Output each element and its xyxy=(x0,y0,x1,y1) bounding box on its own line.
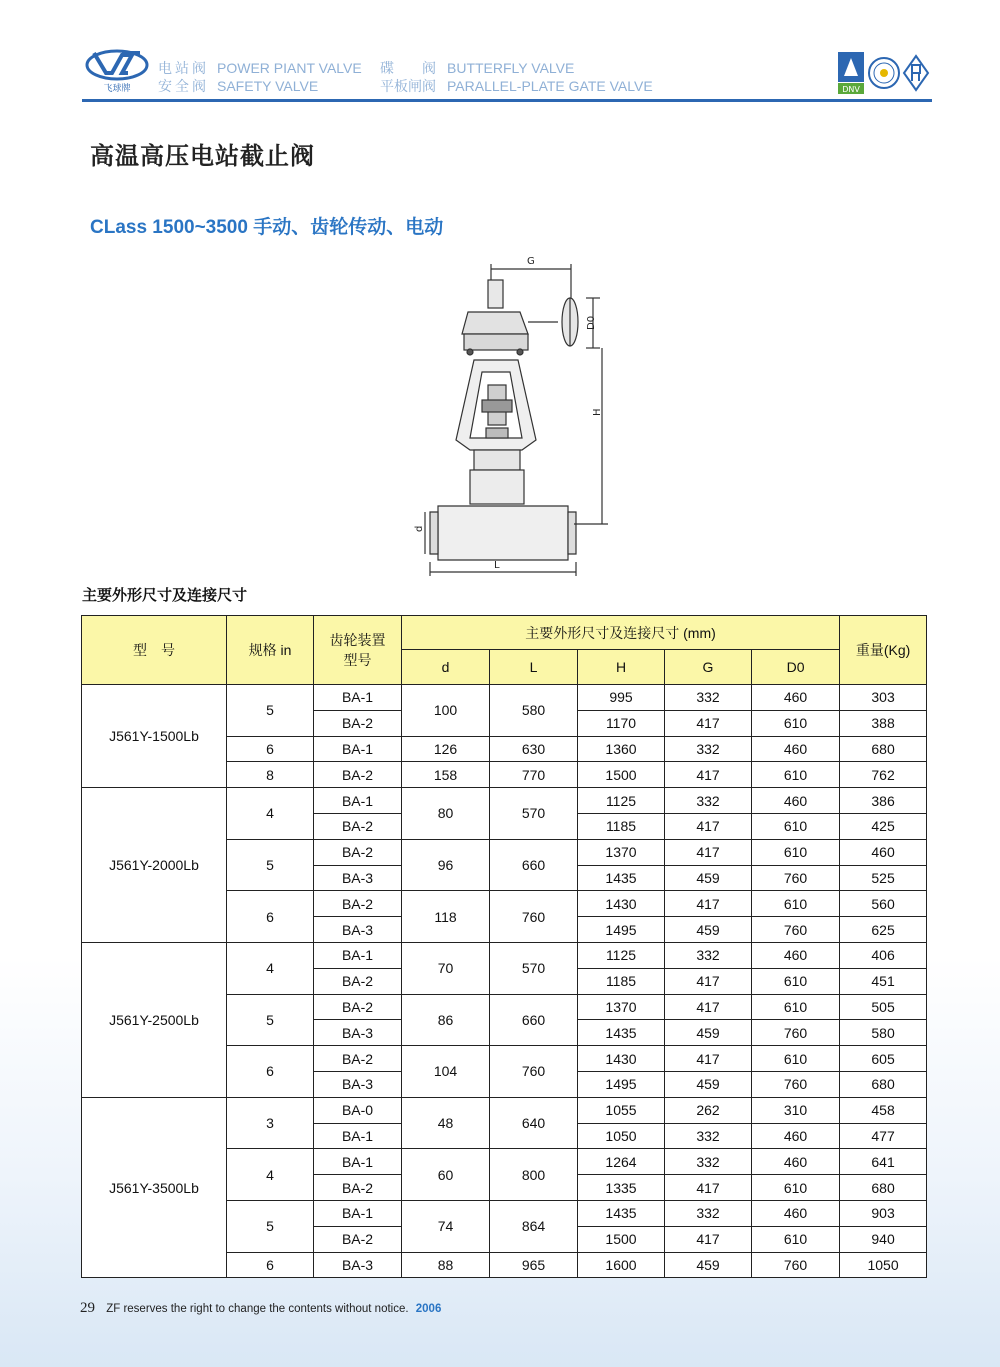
header-size: 规格 in xyxy=(227,616,314,685)
l-cell: 630 xyxy=(490,736,578,762)
gear-cell: BA-2 xyxy=(314,839,402,865)
h-cell: 1125 xyxy=(578,942,665,968)
d-cell: 74 xyxy=(402,1200,490,1252)
table-row xyxy=(82,685,927,711)
stem-top xyxy=(488,280,503,308)
d-cell: 118 xyxy=(402,891,490,943)
l-cell: 760 xyxy=(490,891,578,943)
h-cell: 1435 xyxy=(578,865,665,891)
d0-cell: 760 xyxy=(752,865,840,891)
g-cell: 459 xyxy=(665,1071,752,1097)
dimension-table xyxy=(81,615,927,1278)
g-cell: 459 xyxy=(665,865,752,891)
h-cell: 1430 xyxy=(578,1046,665,1072)
header-line2-en2: PARALLEL-PLATE GATE VALVE xyxy=(447,78,653,94)
header-d: d xyxy=(402,650,490,685)
h-cell: 1500 xyxy=(578,1226,665,1252)
g-cell: 332 xyxy=(665,1149,752,1175)
d0-cell: 310 xyxy=(752,1097,840,1123)
g-cell: 332 xyxy=(665,788,752,814)
h-cell: 1264 xyxy=(578,1149,665,1175)
d-cell: 80 xyxy=(402,788,490,840)
h-cell: 1335 xyxy=(578,1175,665,1201)
header-weight: 重量(Kg) xyxy=(840,616,927,685)
label-g: G xyxy=(527,256,535,267)
size-cell: 5 xyxy=(227,1200,314,1252)
h-cell: 1430 xyxy=(578,891,665,917)
weight-cell: 388 xyxy=(840,710,927,736)
l-cell: 965 xyxy=(490,1252,578,1278)
gear-cell: BA-2 xyxy=(314,813,402,839)
d-cell: 126 xyxy=(402,736,490,762)
g-cell: 417 xyxy=(665,839,752,865)
h-cell: 1600 xyxy=(578,1252,665,1278)
g-cell: 262 xyxy=(665,1097,752,1123)
l-cell: 770 xyxy=(490,762,578,788)
weight-cell: 680 xyxy=(840,736,927,762)
header-model: 型 号 xyxy=(82,616,227,685)
table-header xyxy=(82,616,927,685)
g-cell: 459 xyxy=(665,917,752,943)
header-gear-line1: 齿轮装置 xyxy=(329,632,386,648)
g-cell: 417 xyxy=(665,710,752,736)
h-cell: 1185 xyxy=(578,968,665,994)
gear-cell: BA-1 xyxy=(314,1200,402,1226)
valve-drawing xyxy=(408,250,618,580)
footer-year: 2006 xyxy=(415,1303,442,1315)
gear-cell: BA-2 xyxy=(314,994,402,1020)
g-cell: 459 xyxy=(665,1252,752,1278)
d0-cell: 460 xyxy=(752,1149,840,1175)
d0-cell: 610 xyxy=(752,1226,840,1252)
size-cell: 4 xyxy=(227,942,314,994)
weight-cell: 505 xyxy=(840,994,927,1020)
gear-cell: BA-2 xyxy=(314,762,402,788)
weight-cell: 940 xyxy=(840,1226,927,1252)
header-en-col2 xyxy=(447,59,653,95)
label-d: d xyxy=(414,525,425,532)
h-cell: 1185 xyxy=(578,813,665,839)
g-cell: 332 xyxy=(665,1200,752,1226)
gear-cell: BA-2 xyxy=(314,710,402,736)
api-monogram-logo xyxy=(904,56,928,90)
d0-cell: 760 xyxy=(752,1252,840,1278)
header-line2-cn2: 平板闸阀 xyxy=(380,78,436,94)
label-h: H xyxy=(592,408,603,416)
header-line2-cn1: 安全阀 xyxy=(158,78,209,94)
g-cell: 332 xyxy=(665,1123,752,1149)
d0-cell: 610 xyxy=(752,813,840,839)
g-cell: 417 xyxy=(665,1226,752,1252)
gear-cell: BA-2 xyxy=(314,891,402,917)
gear-cell: BA-3 xyxy=(314,1071,402,1097)
weight-cell: 680 xyxy=(840,1071,927,1097)
table-row xyxy=(82,1097,927,1123)
d-cell: 104 xyxy=(402,1046,490,1098)
d-cell: 100 xyxy=(402,685,490,737)
weight-cell: 903 xyxy=(840,1200,927,1226)
h-cell: 1435 xyxy=(578,1200,665,1226)
h-cell: 1370 xyxy=(578,994,665,1020)
weight-cell: 625 xyxy=(840,917,927,943)
table-body xyxy=(82,685,927,1278)
d-cell: 158 xyxy=(402,762,490,788)
h-cell: 1360 xyxy=(578,736,665,762)
d0-cell: 460 xyxy=(752,736,840,762)
gear-cell: BA-1 xyxy=(314,736,402,762)
logo-text: 飞球牌 xyxy=(103,84,131,94)
size-cell: 5 xyxy=(227,685,314,737)
g-cell: 417 xyxy=(665,891,752,917)
d0-cell: 760 xyxy=(752,1020,840,1046)
size-cell: 5 xyxy=(227,839,314,891)
header-l: L xyxy=(490,650,578,685)
certification-logos xyxy=(836,50,932,96)
seal-logo xyxy=(869,58,899,88)
label-d0: D0 xyxy=(586,315,597,330)
gear-cell: BA-2 xyxy=(314,1226,402,1252)
d0-cell: 610 xyxy=(752,839,840,865)
weight-cell: 425 xyxy=(840,813,927,839)
h-cell: 995 xyxy=(578,685,665,711)
weight-cell: 303 xyxy=(840,685,927,711)
size-cell: 6 xyxy=(227,1252,314,1278)
header-en-col1 xyxy=(217,59,362,95)
valve-body xyxy=(438,506,568,560)
d-cell: 48 xyxy=(402,1097,490,1149)
label-l: L xyxy=(494,560,500,571)
header-line2-en1: SAFETY VALVE xyxy=(217,78,319,94)
size-cell: 6 xyxy=(227,736,314,762)
d0-cell: 610 xyxy=(752,1175,840,1201)
weight-cell: 680 xyxy=(840,1175,927,1201)
header-d0: D0 xyxy=(752,650,840,685)
gear-cell: BA-1 xyxy=(314,788,402,814)
gear-cell: BA-1 xyxy=(314,942,402,968)
g-cell: 417 xyxy=(665,994,752,1020)
d0-cell: 760 xyxy=(752,1071,840,1097)
h-cell: 1370 xyxy=(578,839,665,865)
h-cell: 1495 xyxy=(578,1071,665,1097)
table-row xyxy=(82,788,927,814)
h-cell: 1125 xyxy=(578,788,665,814)
l-cell: 580 xyxy=(490,685,578,737)
gear-cell: BA-1 xyxy=(314,685,402,711)
d-cell: 96 xyxy=(402,839,490,891)
header-g: G xyxy=(665,650,752,685)
header-line1-cn2: 碟 阀 xyxy=(380,60,436,76)
l-cell: 570 xyxy=(490,942,578,994)
g-cell: 417 xyxy=(665,1175,752,1201)
header-line1-cn1: 电站阀 xyxy=(158,60,209,76)
size-cell: 4 xyxy=(227,788,314,840)
g-cell: 332 xyxy=(665,685,752,711)
g-cell: 417 xyxy=(665,813,752,839)
l-cell: 640 xyxy=(490,1097,578,1149)
model-cell: J561Y-2500Lb xyxy=(82,942,227,1097)
header-line1-en1: POWER PIANT VALVE xyxy=(217,60,362,76)
d-cell: 86 xyxy=(402,994,490,1046)
page-subtitle: CLass 1500~3500 手动、齿轮传动、电动 xyxy=(90,217,444,238)
g-cell: 459 xyxy=(665,1020,752,1046)
l-cell: 864 xyxy=(490,1200,578,1252)
d0-cell: 610 xyxy=(752,762,840,788)
weight-cell: 477 xyxy=(840,1123,927,1149)
g-cell: 417 xyxy=(665,1046,752,1072)
dnv-logo xyxy=(838,52,864,94)
table-title: 主要外形尺寸及连接尺寸 xyxy=(82,587,248,604)
g-cell: 332 xyxy=(665,942,752,968)
header-gear xyxy=(314,616,402,685)
gear-cell: BA-0 xyxy=(314,1097,402,1123)
d0-cell: 460 xyxy=(752,685,840,711)
page-header xyxy=(0,0,1000,110)
d0-cell: 610 xyxy=(752,710,840,736)
h-cell: 1500 xyxy=(578,762,665,788)
header-dims: 主要外形尺寸及连接尺寸 (mm) xyxy=(402,616,840,650)
table-row xyxy=(82,942,927,968)
dnv-text: DNV xyxy=(842,85,860,94)
gear-cell: BA-2 xyxy=(314,1175,402,1201)
d-cell: 70 xyxy=(402,942,490,994)
company-logo xyxy=(82,43,152,95)
d0-cell: 610 xyxy=(752,891,840,917)
h-cell: 1055 xyxy=(578,1097,665,1123)
d0-cell: 610 xyxy=(752,994,840,1020)
gear-cell: BA-2 xyxy=(314,1046,402,1072)
l-cell: 660 xyxy=(490,994,578,1046)
weight-cell: 460 xyxy=(840,839,927,865)
l-cell: 570 xyxy=(490,788,578,840)
weight-cell: 605 xyxy=(840,1046,927,1072)
d0-cell: 760 xyxy=(752,917,840,943)
g-cell: 417 xyxy=(665,968,752,994)
gear-cell: BA-1 xyxy=(314,1149,402,1175)
weight-cell: 458 xyxy=(840,1097,927,1123)
header-cn-col2 xyxy=(380,59,436,95)
h-cell: 1495 xyxy=(578,917,665,943)
size-cell: 8 xyxy=(227,762,314,788)
page-number: 29 xyxy=(80,1300,95,1316)
weight-cell: 560 xyxy=(840,891,927,917)
page-title: 高温高压电站截止阀 xyxy=(90,143,315,170)
size-cell: 4 xyxy=(227,1149,314,1201)
header-h: H xyxy=(578,650,665,685)
d-cell: 60 xyxy=(402,1149,490,1201)
weight-cell: 1050 xyxy=(840,1252,927,1278)
h-cell: 1050 xyxy=(578,1123,665,1149)
weight-cell: 641 xyxy=(840,1149,927,1175)
gear-cell: BA-3 xyxy=(314,917,402,943)
d0-cell: 460 xyxy=(752,1200,840,1226)
d0-cell: 460 xyxy=(752,1123,840,1149)
size-cell: 6 xyxy=(227,1046,314,1098)
size-cell: 3 xyxy=(227,1097,314,1149)
page-footer xyxy=(80,1300,441,1317)
gear-cell: BA-1 xyxy=(314,1123,402,1149)
header-line1-en2: BUTTERFLY VALVE xyxy=(447,60,575,76)
gear-cell: BA-3 xyxy=(314,865,402,891)
weight-cell: 386 xyxy=(840,788,927,814)
model-cell: J561Y-1500Lb xyxy=(82,685,227,788)
h-cell: 1170 xyxy=(578,710,665,736)
d0-cell: 610 xyxy=(752,968,840,994)
l-cell: 800 xyxy=(490,1149,578,1201)
weight-cell: 580 xyxy=(840,1020,927,1046)
header-cn-col1 xyxy=(158,59,209,95)
l-cell: 760 xyxy=(490,1046,578,1098)
d-cell: 88 xyxy=(402,1252,490,1278)
d0-cell: 460 xyxy=(752,942,840,968)
l-cell: 660 xyxy=(490,839,578,891)
gear-cell: BA-3 xyxy=(314,1252,402,1278)
h-cell: 1435 xyxy=(578,1020,665,1046)
model-cell: J561Y-2000Lb xyxy=(82,788,227,943)
model-cell: J561Y-3500Lb xyxy=(82,1097,227,1278)
g-cell: 332 xyxy=(665,736,752,762)
weight-cell: 762 xyxy=(840,762,927,788)
gear-cell: BA-2 xyxy=(314,968,402,994)
weight-cell: 406 xyxy=(840,942,927,968)
header-gear-line2: 型号 xyxy=(343,652,372,668)
header-divider xyxy=(82,99,932,102)
gear-cell: BA-3 xyxy=(314,1020,402,1046)
d0-cell: 460 xyxy=(752,788,840,814)
size-cell: 5 xyxy=(227,994,314,1046)
size-cell: 6 xyxy=(227,891,314,943)
weight-cell: 451 xyxy=(840,968,927,994)
footer-notice: ZF reserves the right to change the contents without notice. xyxy=(106,1303,409,1315)
g-cell: 417 xyxy=(665,762,752,788)
weight-cell: 525 xyxy=(840,865,927,891)
d0-cell: 610 xyxy=(752,1046,840,1072)
